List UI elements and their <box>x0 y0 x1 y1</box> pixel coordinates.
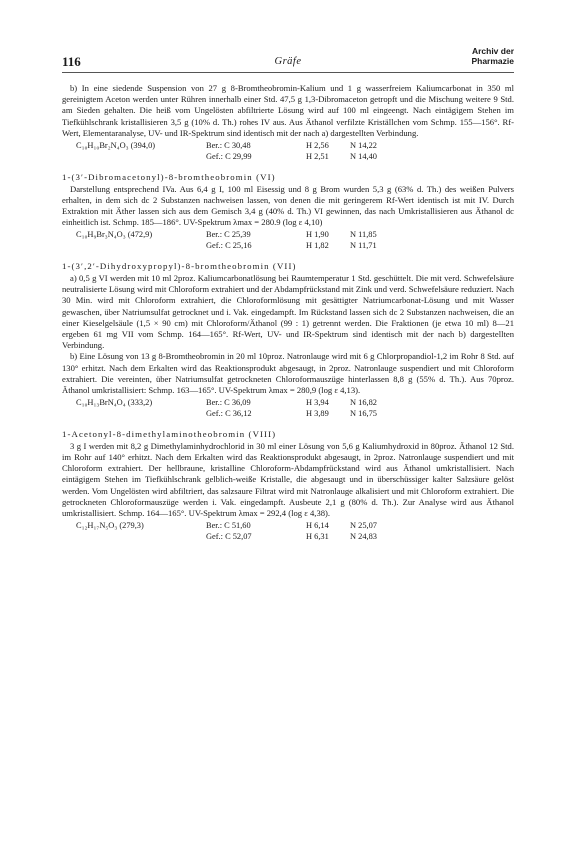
found-c: Gef.: C 25,16 <box>206 241 252 251</box>
found-n: N 24,83 <box>350 532 377 542</box>
formula: C₁₀H₉Br₃N₄O₃ (472,9) <box>76 230 153 240</box>
paragraph-viii: 3 g I werden mit 8,2 g Dimethylaminhydrochlorid in 30 ml einer Lösung von 5,6 g Kaliumhydroxid in 80proz. Äthanol 12 Std. im Rohr auf 140° erhitzt. Nach dem Erkalten wird das Reaktionsprodukt abgesaugt, in 2proz. Natronlauge suspendiert und mit Chloroform extrahiert. Der hellbraune, kristalline Chloroform-Abdampfrückstand wird aus Äthanol umkristallisiert. Nach eintägigem Stehen im Tiefkühlschrank gelblich-weiße Kristalle, die abgesaugt und in überschüssiger kalter Salzsäure gelöst werden. Vom Ungelösten wird abfiltriert, das salzsaure Filtrat wird mit Natronlauge alkalisiert und mit Chloroform extrahiert. Die getrockneten Chloroformauszüge werden i. Vak. eingedampft. Ausbeute 2,1 g (80% d. Th.). Zur Analyse wird aus Äthanol umkristallisiert. Schmp. 164—165°. UV-Spektrum λmax = 292,4 (log ε 4,38). <box>62 440 514 519</box>
calc-c: Ber.: C 30,48 <box>206 141 251 151</box>
journal-name-line2: Pharmazie <box>471 56 514 66</box>
calc-h: H 3,94 <box>306 398 329 408</box>
paragraph-vi: Darstellung entsprechend IVa. Aus 6,4 g I, 100 ml Eisessig und 8 g Brom wurden 5,3 g (63% d. Th.) des weißen Pulvers erhalten, in dem sich dc 2 Substanzen nachweisen lassen, von denen die mit geringerem Rf-Wert identisch ist mit IV. Durch Extraktion mit Äther lassen sich aus dem Gemisch 3,4 g (40% d. Th.) VI gewinnen, das nach Umkristallisieren aus Äthanol dc einheitlich ist. Schmp. 185—186°. UV-Spektrum λmax = 280.9 (log ε 4,10) <box>62 183 514 228</box>
elemental-analysis-vi <box>76 230 514 252</box>
running-author: Gräfe <box>274 56 302 67</box>
found-c: Gef.: C 29,99 <box>206 151 252 161</box>
journal-name <box>471 46 514 66</box>
formula: C₁₀H₁₀Br₂N₄O₃ (394,0) <box>76 141 156 151</box>
calc-c: Ber.: C 51,60 <box>206 521 251 531</box>
found-n: N 16,75 <box>350 409 377 419</box>
page-number: 116 <box>62 54 81 69</box>
paragraph-iv-method-b: b) In eine siedende Suspension von 27 g 8-Bromtheobromin-Kalium und 1 g wasserfreiem Kaliumcarbonat in 350 ml gereinigtem Aceton werden unter Rühren innerhalb einer Std. 47,5 g 1,3-Dibromaceton getropft und die Mischung weitere 9 Std. am Sieden gehalten. Die heiß vom Ungelösten abfiltrierte Lösung wird auf 100 ml eingeengt. Nach eintägigem Stehen im Tiefkühlschrank kristallisieren 3,5 g (10% d. Th.) rohes IV aus. Aus Äthanol verfilzte Kriställchen vom Schmp. 155—156°. Rf-Wert, Elementaranalyse, UV- und IR-Spektrum sind identisch mit der nach a) dargestellten Verbindung. <box>62 83 514 138</box>
formula: C₁₂H₁₇N₅O₃ (279,3) <box>76 521 144 531</box>
calc-n: N 25,07 <box>350 521 377 531</box>
found-n: N 11,71 <box>350 241 377 251</box>
heading-compound-vi: 1-(3′-Dibromacetonyl)-8-bromtheobromin (VI) <box>62 171 276 182</box>
journal-name-line1: Archiv der <box>471 46 514 56</box>
calc-h: H 1,90 <box>306 230 329 240</box>
found-h: H 6,31 <box>306 532 329 542</box>
paragraph-vii-method-b: b) Eine Lösung von 13 g 8-Bromtheobromin in 20 ml 10proz. Natronlauge wird mit 6 g Chlorpropandiol-1,2 im Rohr 8 Std. auf 130° erhitzt. Nach dem Erkalten wird das Reaktionsprodukt abgesaugt, in 2proz. Natronlauge suspendiert und mit Chloroform extrahiert. Die vereinten, über Natriumsulfat getrockneten Chloroformauszüge hinterlassen 8,8 g (55% d. Th.). Aus 70proz. Äthanol umkristallisiert: Schmp. 163—165°. UV-Spektrum λmax = 280,9 (log ε 4,13). <box>62 351 514 396</box>
found-h: H 3,89 <box>306 409 329 419</box>
found-h: H 1,82 <box>306 241 329 251</box>
found-h: H 2,51 <box>306 151 329 161</box>
calc-h: H 6,14 <box>306 521 329 531</box>
elemental-analysis-iv <box>76 141 514 163</box>
heading-compound-vii: 1-(3′,2′-Dihydroxypropyl)-8-bromtheobromin (VII) <box>62 261 297 272</box>
formula: C₁₀H₁₃BrN₄O₄ (333,2) <box>76 398 153 408</box>
calc-c: Ber.: C 36,09 <box>206 398 251 408</box>
found-c: Gef.: C 36,12 <box>206 409 252 419</box>
calc-n: N 14,22 <box>350 141 377 151</box>
calc-n: N 16,82 <box>350 398 377 408</box>
found-n: N 14,40 <box>350 151 377 161</box>
found-c: Gef.: C 52,07 <box>206 532 252 542</box>
elemental-analysis-vii <box>76 398 514 420</box>
heading-compound-viii: 1-Acetonyl-8-dimethylaminotheobromin (VIII) <box>62 428 277 439</box>
calc-c: Ber.: C 25,39 <box>206 230 251 240</box>
elemental-analysis-viii <box>76 521 514 543</box>
running-header <box>62 44 514 73</box>
paragraph-vii-method-a: a) 0,5 g VI werden mit 10 ml 2proz. Kaliumcarbonatlösung bei Raumtemperatur 1 Std. geschüttelt. Die mit verd. Schwefelsäure neutralisierte Lösung wird mit Chloroform extrahiert und der Abdampfrückstand mit Zink und verd. Schwefelsäure reduziert. Nach 30 Min. wird mit Chloroform extrahiert, die Chloroformlösung mit gesättigter Natriumcarbonat-Lösung und mit Wasser gewaschen, über Natriumsulfat getrocknet und i. Vak. eingedampft. Im Rückstand lassen sich dc 2 Substanzen nachweisen, die an einer Kieselgelsäule (1,5 × 90 cm) mit Chloroform/Äthanol (99 : 1) getrennt werden. Die Fraktionen (je etwa 10 ml) 8—21 ergeben 61 mg VII vom Schmp. 164—165°. Rf-Wert, UV- und IR-Spektrum sind identisch mit der nach b) dargestellten Verbindung. <box>62 273 514 351</box>
calc-n: N 11,85 <box>350 230 377 240</box>
calc-h: H 2,56 <box>306 141 329 151</box>
